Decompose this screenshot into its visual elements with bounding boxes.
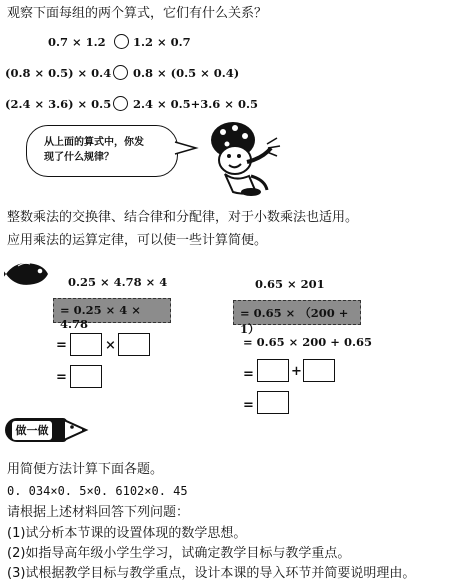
compare-circle-2 (113, 65, 128, 80)
answer-box[interactable] (303, 359, 335, 382)
cartoon-character-icon (205, 118, 285, 198)
row1-left-expression: 0.7 × 1.2 (48, 35, 106, 49)
question-1: (1)试分析本节课的设置体现的数学思想。 (7, 526, 247, 541)
right-example-expression: 0.65 × 201 (255, 277, 325, 291)
task-text: 用简便方法计算下面各题。 (7, 462, 164, 477)
left-equals-2: = (56, 370, 67, 385)
row1-right-expression: 1.2 × 0.7 (133, 35, 191, 49)
right-step-highlight (233, 300, 361, 336)
compare-circle-3 (113, 96, 128, 111)
right-equals-2: = (243, 398, 254, 413)
speech-bubble (26, 125, 178, 177)
answer-box[interactable] (118, 333, 150, 356)
right-step-text: = 0.65 × （200 + 1） (240, 306, 349, 336)
rule-text-1: 整数乘法的交换律、结合律和分配律，对于小数乘法也适用。 (7, 210, 359, 225)
right-plus-sign: + (291, 364, 302, 379)
row2-right-expression: 0.8 × (0.5 × 0.4) (133, 66, 240, 80)
left-equals-1: = (56, 338, 67, 353)
answer-box[interactable] (257, 391, 289, 414)
right-equals-1: = (243, 367, 254, 382)
left-times-sign: × (105, 338, 116, 353)
compare-circle-1 (114, 34, 129, 49)
left-step-text: = 0.25 × 4 × 4.78 (60, 303, 141, 331)
instruction-text: 观察下面每组的两个算式，它们有什么关系？ (7, 6, 268, 21)
answer-box[interactable] (257, 359, 289, 382)
pencil-tip-icon (64, 418, 90, 442)
practice-tag-label: 做一做 (12, 421, 52, 440)
questions-intro: 请根据上述材料回答下列问题： (7, 505, 190, 520)
task-expression: 0. 034×0. 5×0. 6102×0. 45 (7, 484, 188, 498)
fish-icon (4, 258, 50, 290)
rule-text-2: 应用乘法的运算定律，可以使一些计算简便。 (7, 233, 268, 248)
answer-box[interactable] (70, 333, 102, 356)
question-2: (2)如指导高年级小学生学习，试确定教学目标与教学重点。 (7, 546, 351, 561)
bubble-tail (170, 138, 200, 158)
left-example-expression: 0.25 × 4.78 × 4 (68, 275, 168, 289)
left-step-highlight (53, 298, 171, 331)
row2-left-expression: (0.8 × 0.5) × 0.4 (5, 66, 112, 80)
answer-box[interactable] (70, 365, 102, 388)
row3-left-expression: (2.4 × 3.6) × 0.5 (5, 97, 112, 111)
bubble-line-2: 现了什么规律？ (44, 152, 114, 163)
practice-tag (5, 418, 67, 442)
row3-right-expression: 2.4 × 0.5+3.6 × 0.5 (133, 97, 258, 111)
question-3: (3)试根据教学目标与教学重点，设计本课的导入环节并简要说明理由。 (7, 566, 416, 581)
bubble-line-1: 从上面的算式中，你发 (44, 137, 144, 148)
right-step-2: = 0.65 × 200 + 0.65 (243, 335, 372, 349)
